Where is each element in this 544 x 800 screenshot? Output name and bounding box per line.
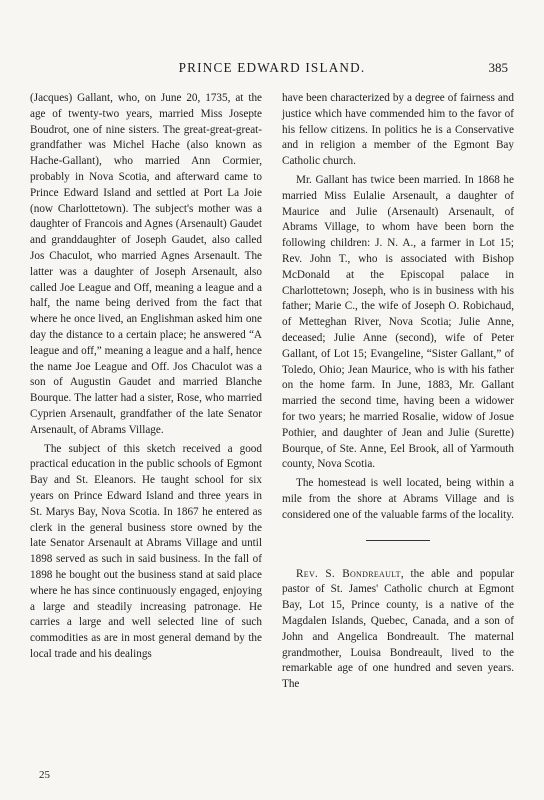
right-paragraph-continuation: have been characterized by a degree of fairness and justice which have commended him to the favor of his fellow citizens. In politics he is a Conservative and in religion a member of the Egmont Bay Catholic church.: [282, 92, 514, 168]
bio-name: Rev. S. Bondreault: [296, 567, 401, 580]
right-paragraph-marriages: Mr. Gallant has twice been married. In 1868 he married Miss Eulalie Arsenault, a daughter of Maurice and Julie (Arsenault) Arsenault, of Abrams Village, to whom have been born the following children: J. N. A., a farmer in Lot 15; Rev. John T., who is associated with Bishop McDonald at the Episcopal palace in Charlottetown; Joseph, who is in business with his father; Marie C., the wife of Joseph O. Robichaud, of Metteghan River, Nova Scotia; Julie Anne, deceased; Julie Anne (second), wife of Peter Gallant, of Lot 15; Evangeline, “Sister Gallant,” of Toledo, Ohio; Jean Maurice, who is with his father on the home farm. In June, 1883, Mr. Gallant married the second time, having been a widower for two years; he married Rosalie, widow of Josue Pothier, and daughter of Jean and Julie (Surette) Bourque, of Ste. Anne, Eel Brook, all of Yarmouth county, Nova Scotia.: [282, 173, 514, 471]
bio-text: , the able and popular pastor of St. James' Catholic church at Egmont Bay, Lot 15, Prince county, is a native of the Magdalen Islands, Quebec, Canada, and a son of John and Angelica Bondreault. The maternal grandmother, Louisa Bondreault, lived to the remarkable age of one hundred and seven years. The: [282, 567, 514, 691]
right-paragraph-bio: [282, 567, 514, 693]
right-column: [282, 91, 514, 693]
page-number: 385: [488, 60, 508, 75]
left-column: [30, 91, 262, 663]
left-paragraph-1: (Jacques) Gallant, who, on June 20, 1735, at the age of twenty-two years, married Miss Josepte Boudrot, one of nine sisters. The great-great-great-grandfather was Michel Hache (also known as Hache-Gallant), who married Ann Cormier, probably in Nova Scotia, and afterward came to Prince Edward Island and settled at Port La Joie (now Charlottetown). The subject's mother was a daughter of Francois and Agnes (Arsenault) Gaudet and granddaughter of Joseph Gaudet, also called Jos Chaculot, who married Agnes Arsenault. The latter was a daughter of Joseph Arsenault, also called Joe League and Off, meaning a league and a half, the name being derived from the fact that where he once lived, an Englishman asked him one day the distance to a certain place; he answered “A league and off,” meaning a league and a half, hence the name Joe League and Off. Jos Chaculot was a son of Augustin Gaudet and married Blanche Bourque. The latter had a sister, Rose, who married Cyprien Arsenault, grandfather of the late Senator Arsenault, of Abrams Village.: [30, 92, 262, 436]
right-paragraph-homestead: The homestead is well located, being within a mile from the shore at Abrams Village and is considered one of the valuable farms of the locality.: [282, 477, 514, 521]
section-divider: [366, 540, 430, 541]
running-title: PRINCE EDWARD ISLAND.: [178, 60, 366, 75]
running-head: [0, 60, 544, 78]
signature-mark: 25: [39, 769, 50, 781]
left-paragraph-2: The subject of this sketch received a good practical education in the public schools of Egmont Bay and St. Eleanors. He taught school for six years on Prince Edward Island and three years in St. Marys Bay, Nova Scotia. In 1867 he entered as clerk in the general business store owned by the late Senator Arsenault at Abrams Village and until 1898 served as such in said business. In the fall of 1898 he bought out the business stand at said place where he has since continuously engaged, enjoying a large and steadily increasing patronage. He carries a large and well selected line of such commodities as are in most general demand by the local trade and his dealings: [30, 442, 262, 660]
